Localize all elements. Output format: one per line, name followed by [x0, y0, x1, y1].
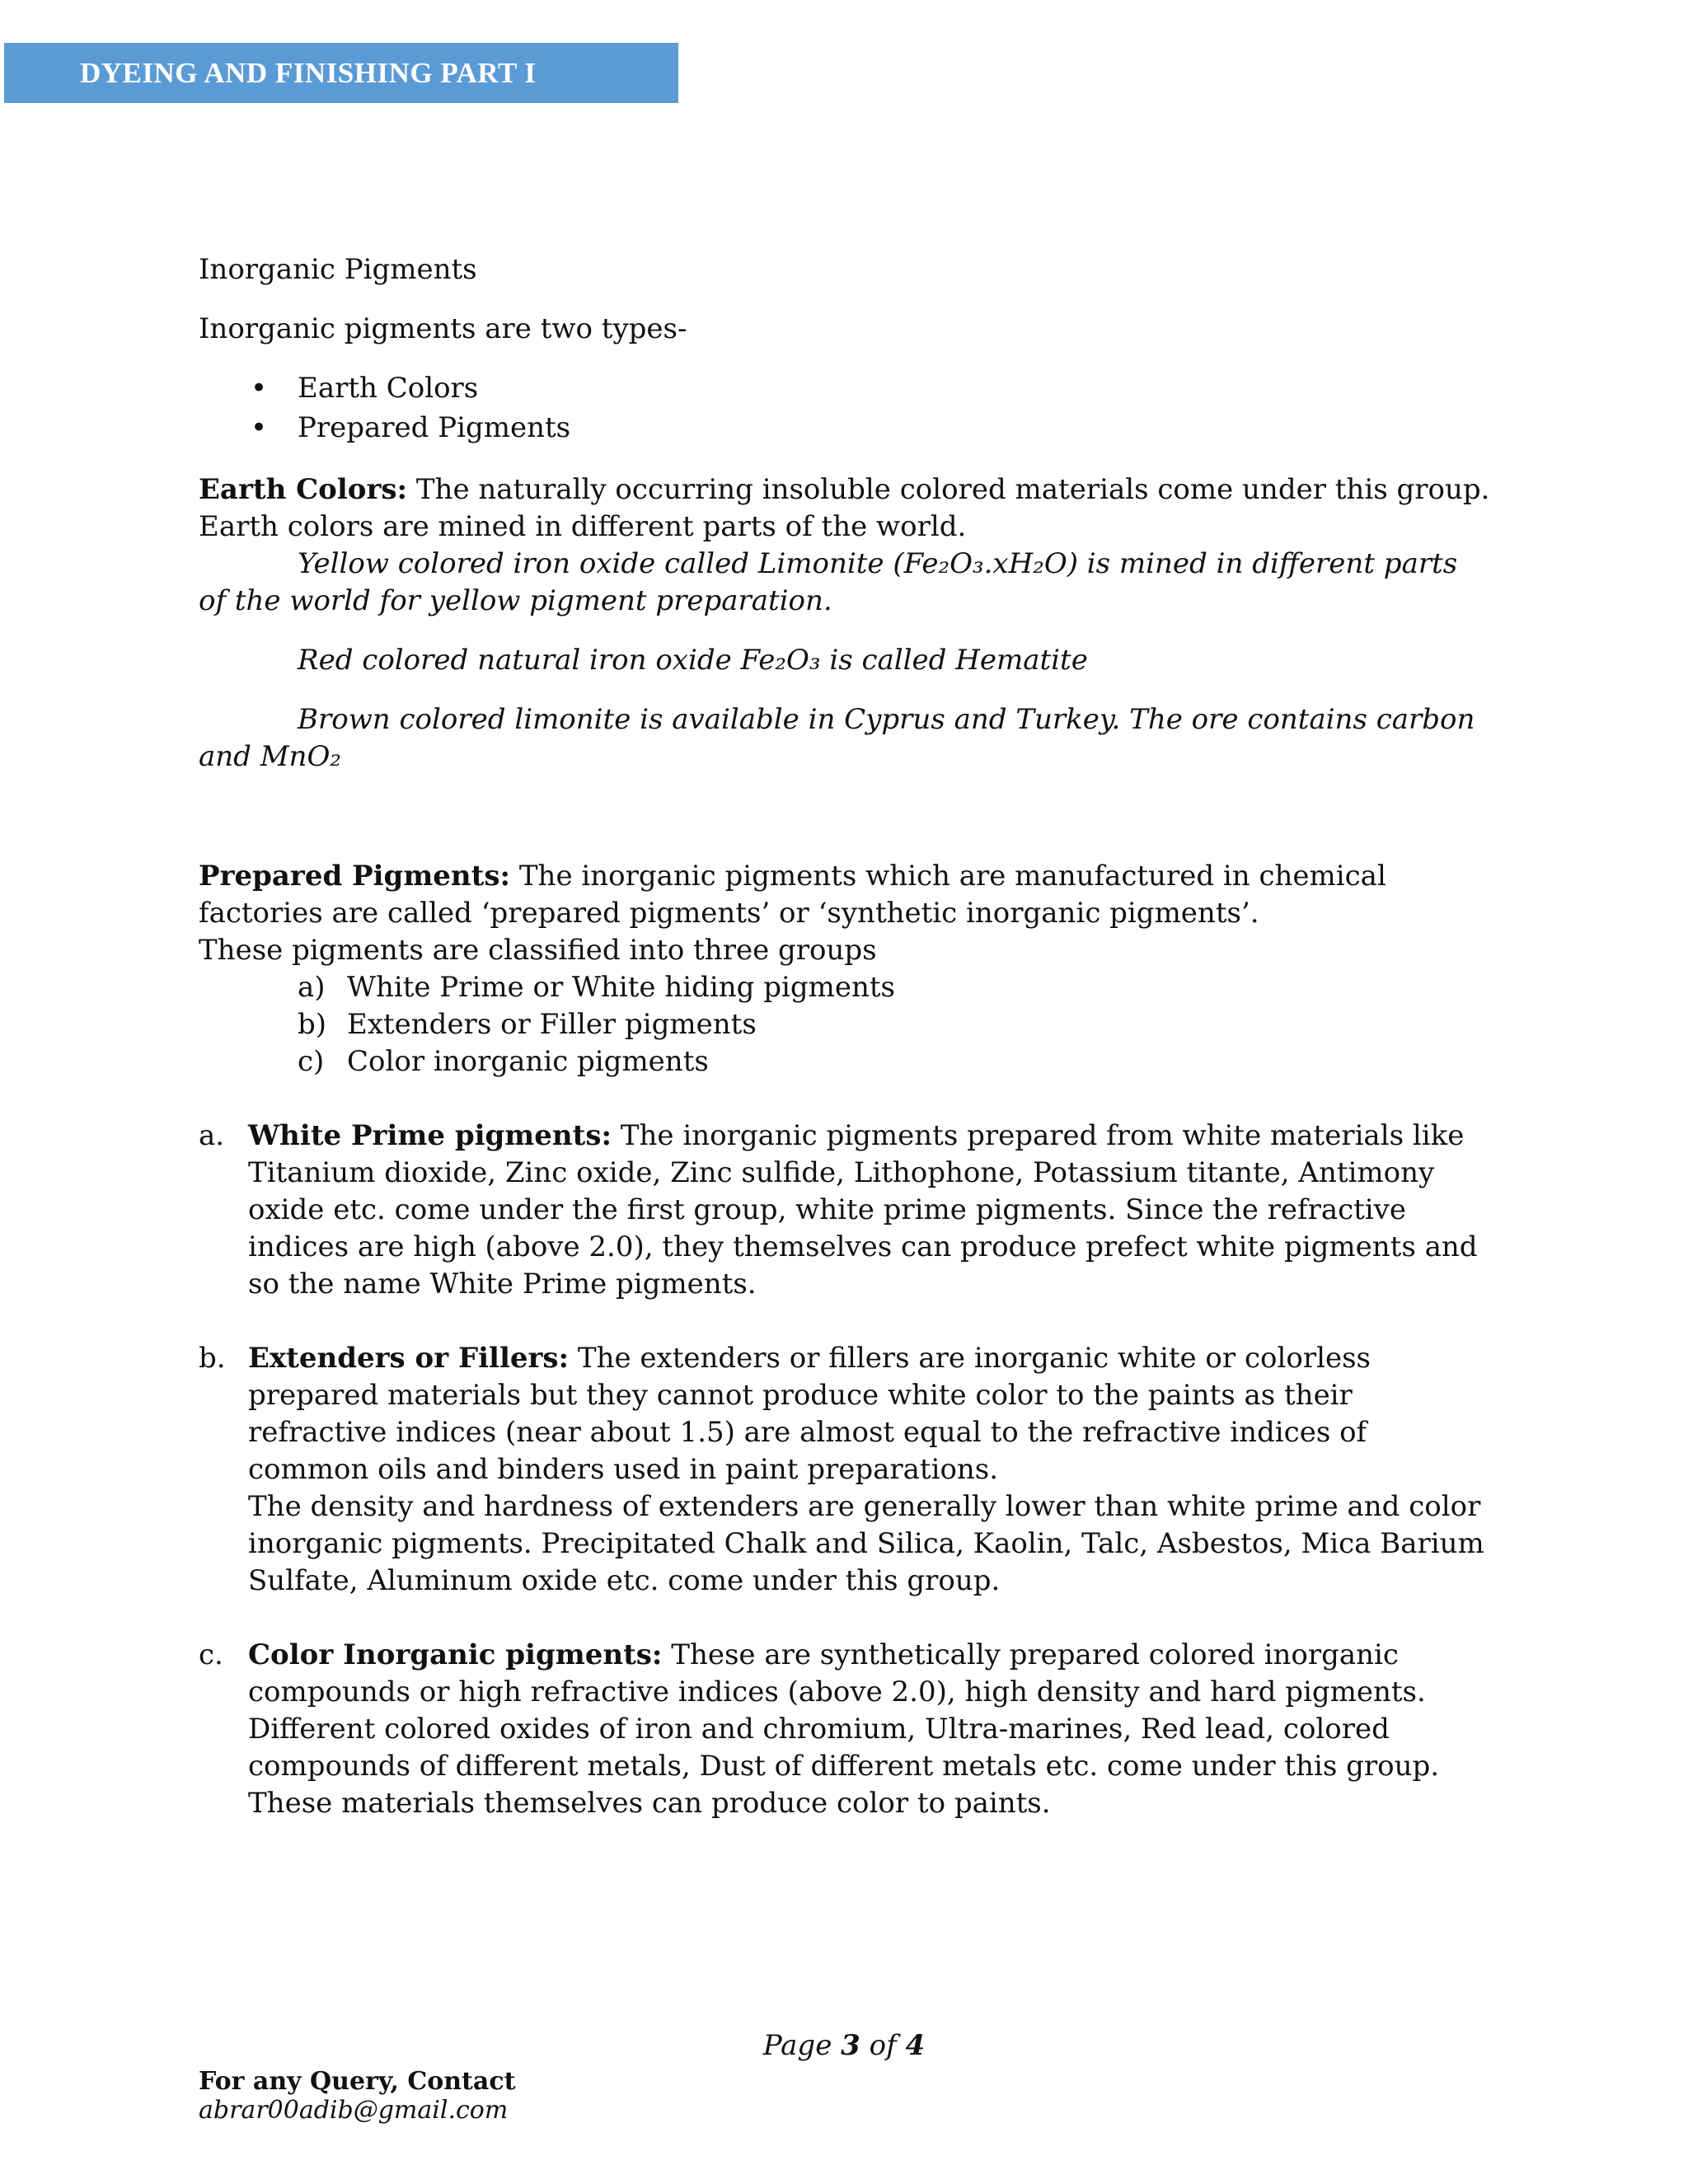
footer-contact [199, 2067, 515, 2125]
document-header-title: DYEING AND FINISHING PART I [80, 56, 537, 89]
list-item [199, 1006, 1493, 1043]
groups-list [199, 969, 1493, 1080]
bullet-icon: • [251, 411, 268, 444]
list-item [199, 969, 1493, 1006]
detail-text: These are synthetically prepared colored inorganic compounds or high refractive indices (above 2.0), high density and hard pigments. Different colored oxides of iron and chromium, Ultra-marines, Red lead, colored compounds of different metals, Dust of different metals etc. come under this group. These materials themselves can produce color to paints. [248, 1638, 1440, 1820]
group-label: Extenders or Filler pigments [347, 1008, 757, 1041]
group-label: White Prime or White hiding pigments [347, 971, 895, 1004]
detail-text: The inorganic pigments prepared from white materials like Titanium dioxide, Zinc oxide, Zinc sulfide, Lithophone, Potassium titante, Antimony oxide etc. come under the first group, white prime pigments. Since the refractive indices are high (above 2.0), they themselves can produce prefect white pigments and so the name White Prime pigments. [248, 1119, 1478, 1301]
list-marker: a) [298, 971, 326, 1004]
detail-item-color-inorganic [199, 1637, 1493, 1822]
page-content [199, 251, 1493, 1859]
list-marker: c. [199, 1638, 223, 1671]
contact-email: abrar00adib@gmail.com [199, 2096, 509, 2125]
section-spacer [199, 798, 1493, 858]
page-word: Page [762, 2029, 832, 2062]
list-marker: a. [199, 1119, 225, 1152]
header-band [4, 43, 678, 103]
detail-text-continued: The density and hardness of extenders are generally lower than white prime and color inorganic pigments. Precipitated Chalk and Silica, Kaolin, Talc, Asbestos, Mica Barium Sulfate, Aluminum oxide etc. come under this group. [248, 1490, 1484, 1597]
list-item [199, 1043, 1493, 1080]
contact-label: For any Query, Contact [199, 2067, 516, 2096]
earth-colors-term: Earth Colors: [199, 473, 408, 506]
detail-item-extenders [199, 1340, 1493, 1600]
detail-term: Color Inorganic pigments: [248, 1638, 663, 1671]
detail-term: White Prime pigments: [248, 1119, 612, 1152]
group-label: Color inorganic pigments [347, 1045, 709, 1078]
pigment-details-list [199, 1118, 1493, 1822]
list-marker: b. [199, 1342, 226, 1375]
type-earth-colors: Earth Colors [298, 372, 479, 405]
prepared-pigments-text: The inorganic pigments which are manufactured in chemical factories are called ‘prepared pigments’ or ‘synthetic inorganic pigments’. [199, 860, 1386, 930]
hematite-example: Red colored natural iron oxide Fe₂O₃ is called Hematite [298, 644, 1088, 677]
section-heading: Inorganic Pigments [199, 253, 477, 286]
page-total: 4 [905, 2029, 926, 2062]
earth-colors-text: The naturally occurring insoluble colored materials come under this group. Earth colors are mined in different parts of the world. [199, 473, 1490, 543]
types-list [199, 370, 1493, 449]
prepared-pigments-term: Prepared Pigments: [199, 860, 511, 893]
page-current: 3 [841, 2029, 860, 2062]
list-marker: b) [298, 1008, 327, 1041]
prepared-pigments-paragraph [199, 858, 1493, 932]
limonite-example: Yellow colored iron oxide called Limonite (Fe₂O₃.xH₂O) is mined in different parts of the world for yellow pigment preparation. [199, 547, 1458, 617]
detail-item-white-prime [199, 1118, 1493, 1303]
brown-limonite-example: Brown colored limonite is available in Cyprus and Turkey. The ore contains carbon and MnO₂ [199, 703, 1475, 773]
earth-colors-paragraph [199, 471, 1493, 546]
type-prepared-pigments: Prepared Pigments [298, 411, 571, 444]
bullet-icon: • [251, 372, 268, 405]
list-item [199, 370, 1493, 410]
detail-text: The extenders or fillers are inorganic white or colorless prepared materials but they cannot produce white color to the paints as their refractive indices (near about 1.5) are almost equal to the refractive indices of common oils and binders used in paint preparations. [248, 1342, 1371, 1486]
classified-text: These pigments are classified into three groups [199, 934, 877, 967]
page-of: of [869, 2029, 897, 2062]
intro-text: Inorganic pigments are two types- [199, 312, 687, 345]
list-marker: c) [298, 1045, 325, 1078]
page-number [0, 2029, 1688, 2062]
detail-term: Extenders or Fillers: [248, 1342, 570, 1375]
list-item [199, 410, 1493, 449]
